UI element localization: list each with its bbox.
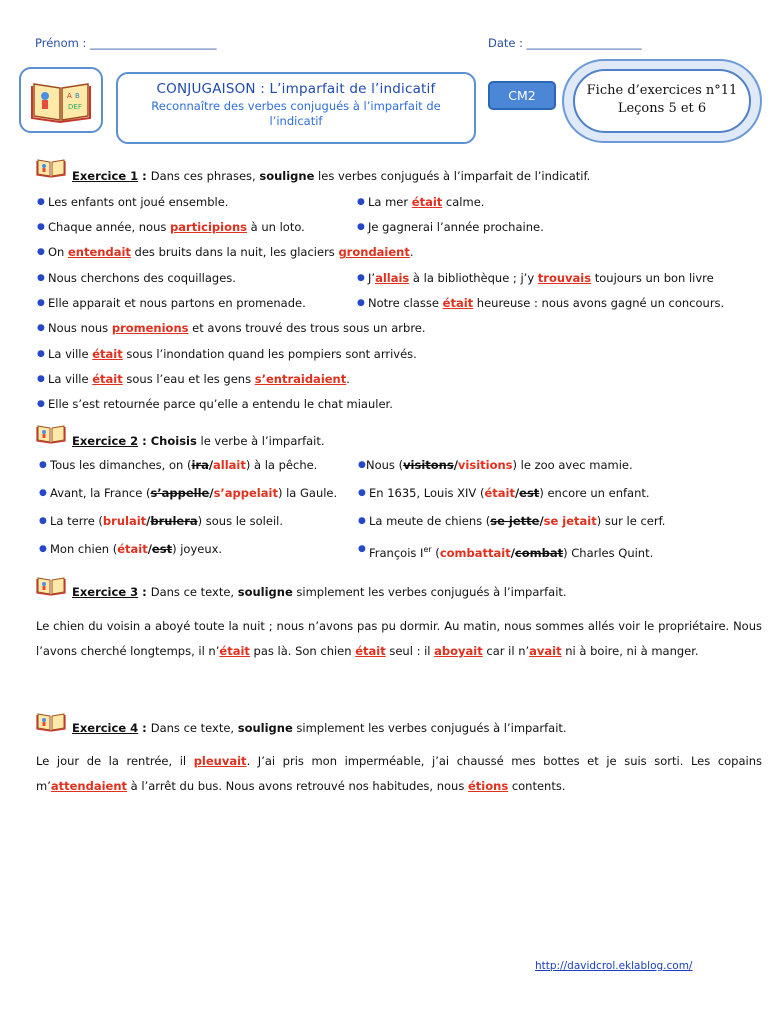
ex4-label: Exercice 4 xyxy=(72,721,139,735)
title-box xyxy=(116,72,476,144)
exercise-book-icon xyxy=(36,574,66,596)
svg-text:B: B xyxy=(75,92,80,100)
ex1-sentence: ● Elle apparait et nous partons en promenade. xyxy=(37,296,306,310)
date-field: Date : ____________________ xyxy=(488,36,642,50)
prenom-field: Prénom : ______________________ xyxy=(35,36,217,50)
ex3-label: Exercice 3 xyxy=(72,585,139,599)
ex1-sentence: ● La mer était calme. xyxy=(357,195,485,209)
ex2-instruction: Exercice 2 : Choisis le verbe à l’imparfait. xyxy=(72,434,325,448)
ex3-text: Le chien du voisin a aboyé toute la nuit ; nous n’avons pas pu dormir. Au matin, nous sommes allés voir le propriétaire. Nous l’avons cherché longtemps, il n’était pas là. Son chien était seul : il aboyait car il n’avait ni à boire, ni à manger. xyxy=(36,619,762,658)
book-logo-icon xyxy=(30,76,92,124)
ex2-sentence: ● La terre (brulait/brulera) sous le soleil. xyxy=(39,514,283,528)
ex1-sentence: ● Nous nous promenions et avons trouvé des trous sous un arbre. xyxy=(37,321,426,335)
fiche-number: Fiche d’exercices n°11 xyxy=(586,83,738,98)
ex1-sentence: ● La ville était sous l’inondation quand les pompiers sont arrivés. xyxy=(37,347,417,361)
exercise-book-icon xyxy=(36,156,66,178)
fiche-lessons: Leçons 5 et 6 xyxy=(617,101,707,116)
ex1-sentence: ● Je gagnerai l’année prochaine. xyxy=(357,220,544,234)
svg-text:A: A xyxy=(67,92,72,100)
ex1-sentence: ● On entendait des bruits dans la nuit, les glaciers grondaient. xyxy=(37,245,414,259)
ex2-sentence: ● Mon chien (était/est) joyeux. xyxy=(39,542,223,556)
ex1-label: Exercice 1 xyxy=(72,169,139,183)
svg-text:DEF: DEF xyxy=(68,103,82,111)
ex4-instruction: Exercice 4 : Dans ce texte, souligne simplement les verbes conjugués à l’imparfait. xyxy=(72,721,567,735)
ex1-sentence: ● Les enfants ont joué ensemble. xyxy=(37,195,229,209)
ex2-sentence: ● En 1635, Louis XIV (était/est) encore un enfant. xyxy=(358,486,650,500)
ex3-instruction: Exercice 3 : Dans ce texte, souligne simplement les verbes conjugués à l’imparfait. xyxy=(72,585,567,599)
page-subtitle: Reconnaître des verbes conjugués à l’imparfait de l’indicatif xyxy=(151,99,441,128)
ex2-sentence: ● François Ier (combattait/combat) Charles Quint. xyxy=(358,544,654,560)
fiche-inner xyxy=(573,69,751,133)
exercise-book-icon xyxy=(36,710,66,732)
fiche-badge xyxy=(562,59,762,143)
logo-frame xyxy=(19,67,103,133)
page-title: CONJUGAISON : L’imparfait de l’indicatif xyxy=(156,81,436,97)
footer-link[interactable]: http://davidcrol.eklablog.com/ xyxy=(535,960,693,972)
ex1-sentence: ● J’allais à la bibliothèque ; j’y trouvais toujours un bon livre xyxy=(357,271,714,285)
ex2-sentence: ● La meute de chiens (se jette/se jetait) sur le cerf. xyxy=(358,514,666,528)
exercise-book-icon xyxy=(36,422,66,444)
ex1-sentence: ● La ville était sous l’eau et les gens s’entraidaient. xyxy=(37,372,350,386)
ex2-sentence: ● Avant, la France (s’appelle/s’appelait) la Gaule. xyxy=(39,486,338,500)
ex4-text: Le jour de la rentrée, il pleuvait. J’ai pris mon imperméable, j’ai chaussé mes bottes et je suis sorti. Les copains m’attendaient à l’arrêt du bus. Nous avons retrouvé nos habitudes, nous étions contents. xyxy=(36,754,762,793)
ex2-sentence: ● Nous (visitons/visitions) le zoo avec mamie. xyxy=(358,458,633,472)
ex1-sentence: ● Chaque année, nous participions à un loto. xyxy=(37,220,305,234)
ex1-sentence: ● Nous cherchons des coquillages. xyxy=(37,271,236,285)
ex1-sentence: ● Notre classe était heureuse : nous avons gagné un concours. xyxy=(357,296,725,310)
level-badge: CM2 xyxy=(488,81,556,110)
ex2-label: Exercice 2 xyxy=(72,434,139,448)
ex1-sentence: ● Elle s’est retournée parce qu’elle a entendu le chat miauler. xyxy=(37,397,393,411)
ex2-sentence: ● Tous les dimanches, on (ira/allait) à la pêche. xyxy=(39,458,318,472)
ex1-instruction: Exercice 1 : Dans ces phrases, souligne les verbes conjugués à l’imparfait de l’indicatif. xyxy=(72,169,591,183)
